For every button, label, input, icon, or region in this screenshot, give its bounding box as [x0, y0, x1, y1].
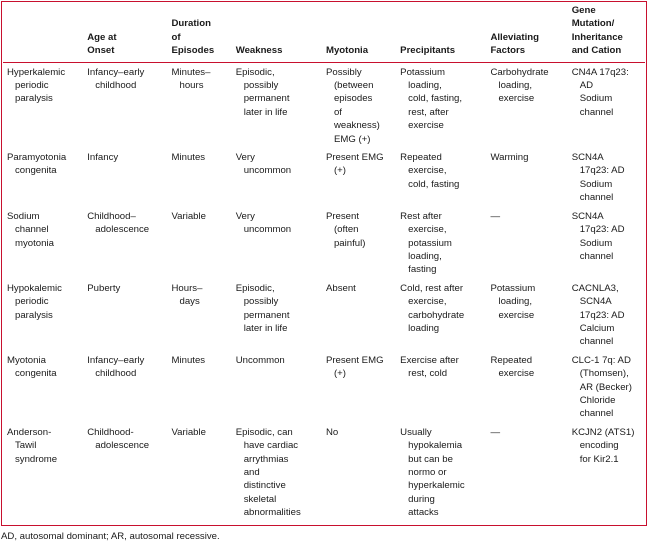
cell-line: syndrome	[15, 453, 58, 465]
cell-line: hypokalemia	[408, 440, 463, 452]
cell-line: hyperkalemic	[408, 480, 465, 492]
header-duration	[168, 4, 232, 62]
cell-age-at-onset	[83, 207, 167, 279]
cell-line: Rest after	[400, 210, 442, 222]
cell-line: exercise,	[408, 296, 447, 308]
cell-line: Possibly	[325, 66, 362, 78]
cell-line: Repeated	[490, 354, 533, 366]
cell-myotonia	[322, 62, 396, 148]
cell-line: CLC-1 7q: AD	[571, 354, 631, 366]
cell-myotonia	[322, 423, 396, 522]
cell-line: (Thomsen),	[579, 368, 629, 380]
cell-line: later in life	[243, 322, 288, 334]
cell-line: (+)	[333, 368, 346, 380]
cell-line: AD	[579, 80, 594, 92]
cell-line: channel	[579, 250, 614, 262]
cell-line: Sodium	[579, 237, 613, 249]
cell-age-at-onset	[83, 148, 167, 207]
cell-line: congenita	[15, 165, 57, 177]
cell-condition	[3, 423, 83, 522]
cell-line: for Kir2.1	[579, 453, 619, 465]
cell-alleviating-factors	[486, 279, 567, 351]
cell-line: SCN4A	[571, 210, 604, 222]
header-alleviating-factors	[486, 4, 567, 62]
cell-line: KCJN2 (ATS1)	[571, 426, 635, 438]
cell-line: rest, cold	[408, 368, 448, 380]
cell-line: Minutes	[171, 354, 206, 366]
cell-duration	[168, 279, 232, 351]
cell-line: Childhood–	[87, 210, 136, 222]
cell-line: SCN4A	[571, 152, 604, 164]
cell-line: loading,	[408, 250, 442, 262]
cell-age-at-onset	[83, 423, 167, 522]
cell-line: channel	[579, 192, 614, 204]
cell-precipitants	[396, 62, 486, 148]
cell-alleviating-factors	[486, 207, 567, 279]
cell-line: adolescence	[95, 224, 150, 236]
cell-line: Exercise after	[400, 354, 459, 366]
cell-gene-mutation	[568, 351, 645, 423]
cell-line: cold, fasting,	[408, 93, 463, 105]
cell-line: later in life	[243, 106, 288, 118]
cell-line: CACNLA3,	[571, 282, 619, 294]
cell-line: exercise	[498, 93, 535, 105]
cell-line: No	[325, 426, 339, 438]
cell-line: 17q23: AD	[579, 165, 625, 177]
cell-line: Alleviating	[490, 31, 539, 43]
cell-line: of	[171, 31, 181, 43]
cell-line: permanent	[243, 93, 290, 105]
cell-gene-mutation	[568, 279, 645, 351]
cell-precipitants	[396, 148, 486, 207]
cell-line: Infancy–early	[87, 66, 145, 78]
cell-line: days	[179, 296, 200, 308]
table-row	[3, 423, 645, 522]
cell-line: Infancy–early	[87, 354, 145, 366]
cell-line: Paramyotonia	[7, 152, 67, 164]
cell-line: paralysis	[15, 93, 53, 105]
cell-weakness	[232, 351, 322, 423]
cell-line: but can be	[408, 453, 453, 465]
cell-line: Duration	[171, 18, 211, 30]
cell-duration	[168, 351, 232, 423]
cell-myotonia	[322, 351, 396, 423]
cell-line: during	[408, 493, 435, 505]
cell-line: Episodic,	[235, 282, 275, 294]
cell-line: Calcium	[579, 322, 615, 334]
cell-condition	[3, 279, 83, 351]
cell-line: Carbohydrate	[490, 66, 549, 78]
cell-line: attacks	[408, 507, 439, 519]
cell-line: Present EMG	[325, 354, 384, 366]
header-row	[3, 4, 645, 62]
cell-line: paralysis	[15, 309, 53, 321]
table-row	[3, 148, 645, 207]
cell-line: Precipitants	[400, 45, 456, 57]
cell-duration	[168, 62, 232, 148]
cell-line: distinctive	[243, 480, 286, 492]
cell-line: Minutes–	[171, 66, 211, 78]
cell-line: exercise	[498, 368, 535, 380]
periodic-paralysis-table	[3, 4, 645, 522]
cell-line: exercise,	[408, 224, 447, 236]
cell-line: channel	[579, 336, 614, 348]
cell-precipitants	[396, 207, 486, 279]
cell-line: Absent	[325, 282, 356, 294]
cell-line: skeletal	[243, 493, 277, 505]
cell-line: loading	[408, 322, 440, 334]
cell-condition	[3, 351, 83, 423]
cell-line: of	[333, 106, 342, 118]
cell-line: exercise,	[408, 165, 447, 177]
cell-line: permanent	[243, 309, 290, 321]
cell-line: exercise	[498, 309, 535, 321]
cell-line: —	[490, 210, 501, 222]
cell-precipitants	[396, 351, 486, 423]
cell-condition	[3, 62, 83, 148]
cell-line: periodic	[15, 296, 49, 308]
cell-line: hours	[179, 80, 204, 92]
cell-line: (often	[333, 224, 359, 236]
cell-line: loading,	[408, 80, 442, 92]
header-age-at-onset	[83, 4, 167, 62]
table-row	[3, 207, 645, 279]
cell-line: Hypokalemic	[7, 282, 62, 294]
cell-line: Present	[325, 210, 360, 222]
cell-line: uncommon	[243, 224, 292, 236]
cell-line: Childhood-	[87, 426, 134, 438]
cell-line: Very	[235, 210, 255, 222]
cell-line: Variable	[171, 426, 206, 438]
header-gene-mutation	[568, 4, 645, 62]
cell-line: arrythmias	[243, 453, 289, 465]
cell-line: loading,	[498, 80, 533, 92]
cell-precipitants	[396, 279, 486, 351]
cell-condition	[3, 207, 83, 279]
cell-line: Factors	[490, 45, 526, 57]
cell-duration	[168, 148, 232, 207]
cell-line: Very	[235, 152, 255, 164]
table-row	[3, 351, 645, 423]
table-frame	[1, 1, 647, 526]
cell-line: rest, after	[408, 106, 449, 118]
cell-line: Weakness	[235, 45, 283, 57]
footnote: AD, autosomal dominant; AR, autosomal recessive.	[1, 530, 220, 542]
cell-line: (+)	[333, 165, 346, 177]
cell-line: 17q23: AD	[579, 224, 625, 236]
cell-gene-mutation	[568, 62, 645, 148]
cell-line: Anderson-	[7, 426, 52, 438]
cell-line: AR (Becker)	[579, 381, 632, 393]
cell-duration	[168, 423, 232, 522]
cell-line: Episodic, can	[235, 426, 293, 438]
cell-line: Minutes	[171, 152, 206, 164]
cell-line: periodic	[15, 80, 49, 92]
cell-line: Episodes	[171, 45, 215, 57]
cell-weakness	[232, 148, 322, 207]
cell-line: Sodium	[579, 93, 613, 105]
cell-alleviating-factors	[486, 148, 567, 207]
cell-line: channel	[579, 408, 614, 420]
cell-line: Infancy	[87, 152, 119, 164]
cell-line: SCN4A	[579, 296, 612, 308]
cell-myotonia	[322, 207, 396, 279]
cell-line: —	[490, 426, 501, 438]
cell-line: childhood	[95, 80, 137, 92]
cell-weakness	[232, 62, 322, 148]
cell-line: Repeated	[400, 152, 442, 164]
cell-alleviating-factors	[486, 351, 567, 423]
cell-age-at-onset	[83, 351, 167, 423]
cell-line: Potassium	[400, 66, 445, 78]
header-weakness	[232, 4, 322, 62]
cell-line: episodes	[333, 93, 373, 105]
header-myotonia	[322, 4, 396, 62]
cell-line: possibly	[243, 296, 279, 308]
cell-age-at-onset	[83, 279, 167, 351]
cell-line: Myotonia	[7, 354, 46, 366]
cell-line: Uncommon	[235, 354, 285, 366]
cell-line: encoding	[579, 440, 619, 452]
cell-line: Inheritance	[571, 31, 623, 43]
table-row	[3, 279, 645, 351]
cell-gene-mutation	[568, 423, 645, 522]
cell-line: uncommon	[243, 165, 292, 177]
cell-line: Present EMG	[325, 152, 384, 164]
cell-line: Usually	[400, 426, 432, 438]
cell-line: congenita	[15, 368, 57, 380]
cell-line: Cold, rest after	[400, 282, 464, 294]
cell-precipitants	[396, 423, 486, 522]
cell-line: carbohydrate	[408, 309, 465, 321]
cell-line: and	[243, 467, 260, 478]
cell-line: 17q23: AD	[579, 309, 625, 321]
cell-condition	[3, 148, 83, 207]
cell-line: Myotonia	[325, 45, 369, 57]
cell-duration	[168, 207, 232, 279]
header-precipitants	[396, 4, 486, 62]
cell-line: Episodic,	[235, 66, 275, 78]
cell-line: Puberty	[87, 282, 121, 294]
table-row	[3, 62, 645, 148]
cell-line: possibly	[243, 80, 279, 92]
cell-line: Sodium	[579, 178, 613, 190]
cell-line: Mutation/	[571, 18, 615, 30]
cell-line: Sodium	[7, 210, 40, 222]
cell-line: abnormalities	[243, 507, 301, 519]
cell-line: childhood	[95, 368, 137, 380]
cell-line: Warming	[490, 152, 529, 164]
cell-line: exercise	[408, 120, 444, 132]
cell-line: and Cation	[571, 45, 622, 57]
cell-line: Onset	[87, 45, 115, 57]
cell-line: EMG (+)	[333, 133, 371, 145]
cell-line: fasting	[408, 264, 437, 276]
cell-line: Gene	[571, 5, 596, 16]
cell-line: have cardiac	[243, 440, 299, 452]
cell-line: cold, fasting	[408, 178, 460, 190]
cell-line: Tawil	[15, 440, 37, 452]
cell-line: weakness)	[333, 120, 380, 132]
cell-line: loading,	[498, 296, 533, 308]
cell-weakness	[232, 279, 322, 351]
cell-weakness	[232, 423, 322, 522]
cell-line: Age at	[87, 31, 117, 43]
cell-line: Hyperkalemic	[7, 66, 66, 78]
cell-line: channel	[579, 106, 614, 118]
cell-line: potassium	[408, 237, 452, 249]
cell-line: channel	[15, 224, 49, 236]
cell-gene-mutation	[568, 148, 645, 207]
cell-line: CN4A 17q23:	[571, 66, 629, 78]
cell-myotonia	[322, 148, 396, 207]
cell-alleviating-factors	[486, 423, 567, 522]
cell-line: normo or	[408, 467, 447, 478]
cell-line: Hours–	[171, 282, 203, 294]
cell-line: myotonia	[15, 237, 54, 249]
cell-age-at-onset	[83, 62, 167, 148]
cell-line: adolescence	[95, 440, 150, 452]
cell-alleviating-factors	[486, 62, 567, 148]
cell-weakness	[232, 207, 322, 279]
cell-line: Variable	[171, 210, 206, 222]
cell-gene-mutation	[568, 207, 645, 279]
cell-line: Potassium	[490, 282, 536, 294]
cell-line: Chloride	[579, 394, 616, 406]
cell-line: painful)	[333, 237, 366, 249]
cell-line: (between	[333, 80, 374, 92]
cell-myotonia	[322, 279, 396, 351]
header-condition	[3, 4, 83, 62]
